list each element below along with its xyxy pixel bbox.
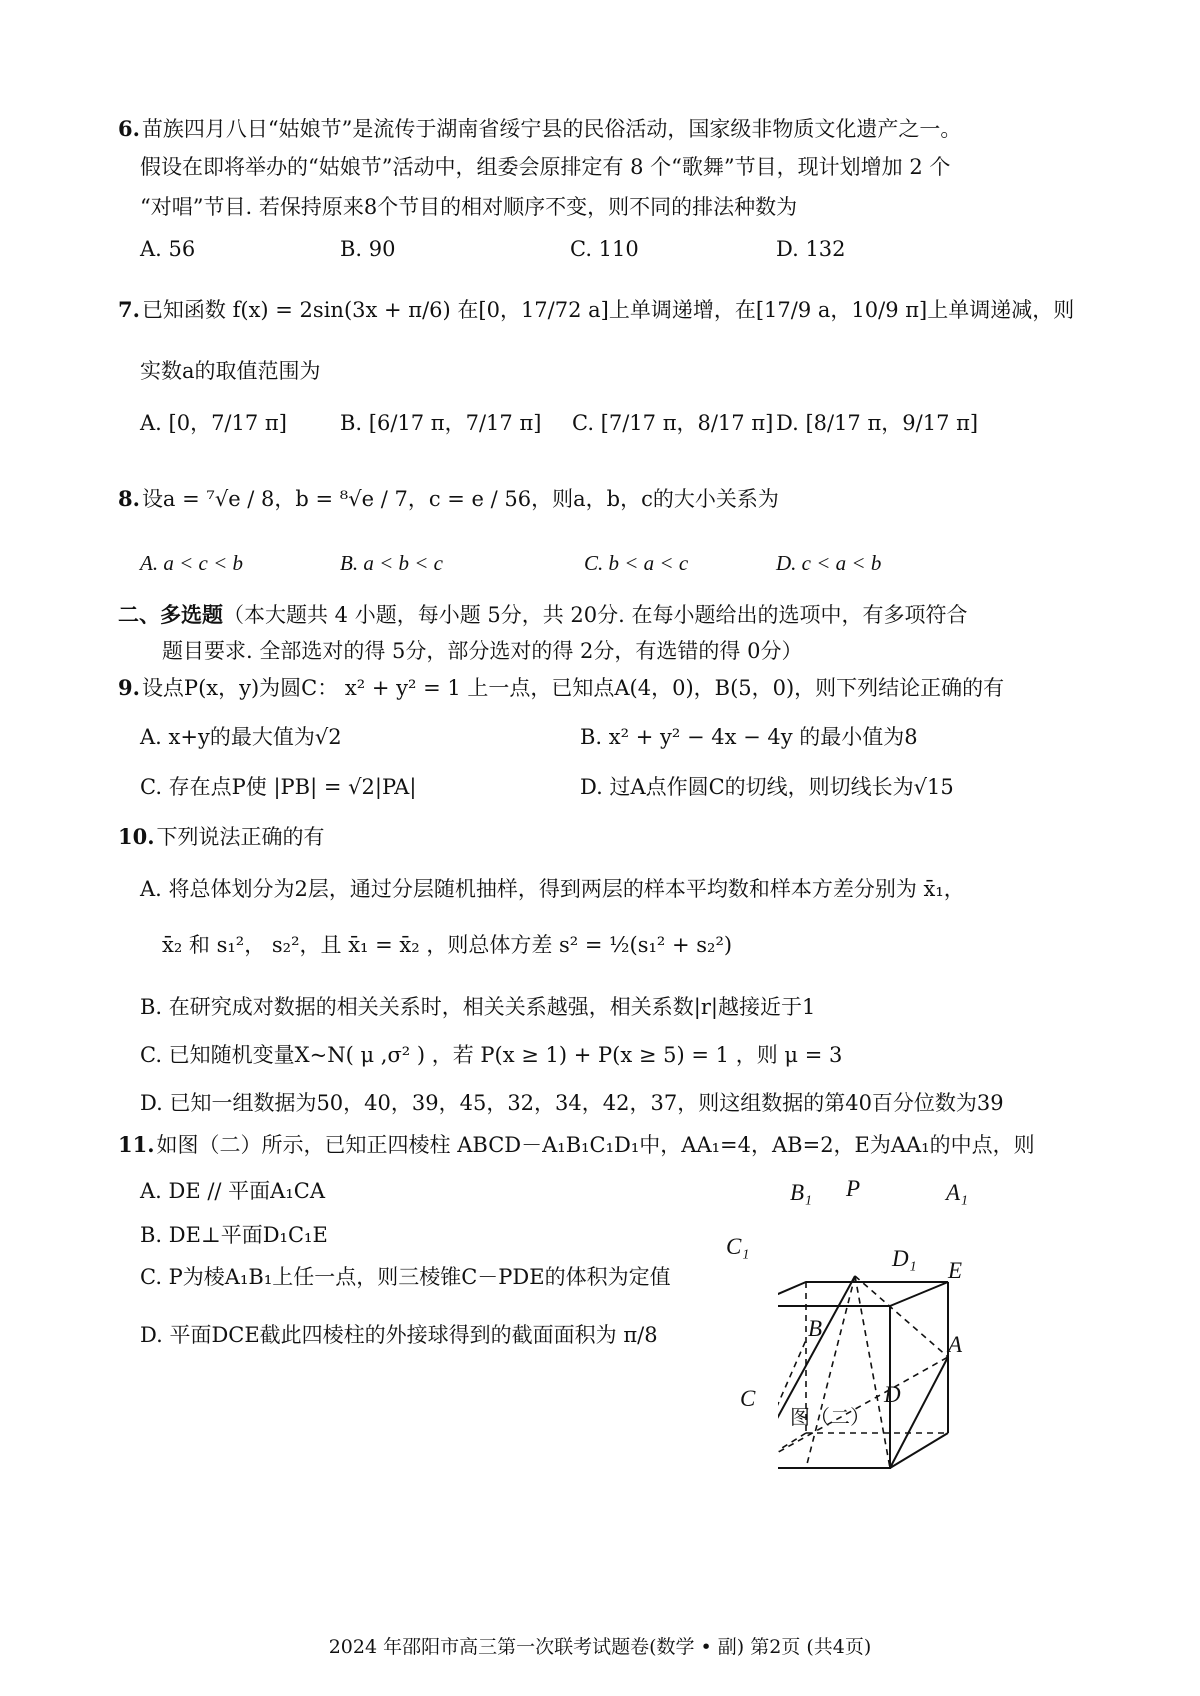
segment-p-b-hidden	[806, 1276, 855, 1468]
q6-number: 6.	[118, 116, 140, 141]
section-2-instructions-2: 题目要求. 全部选对的得 5分，部分选对的得 2分，有选错的得 0分）	[162, 639, 803, 663]
q8-option-c: C. b < a < c	[584, 551, 689, 575]
q11-stem: 如图（二）所示，已知正四棱柱 ABCD－A₁B₁C₁D₁中，AA₁=4，AB=2，E为AA₁的中点，则	[156, 1133, 1035, 1157]
q9-line-1	[118, 673, 1004, 703]
q9-option-d: D. 过A点作圆C的切线，则切线长为√15	[580, 775, 954, 799]
q6-option-c: C. 110	[570, 237, 639, 261]
q7-option-b: B. [6/17 π，7/17 π]	[340, 411, 542, 435]
q9-number: 9.	[118, 675, 140, 700]
q8-option-b: B. a < b < c	[340, 551, 443, 575]
q7-line-2: 实数a的取值范围为	[140, 359, 321, 383]
top-face-edges	[778, 1282, 948, 1306]
q6-text-1: 苗族四月八日“姑娘节”是流传于湖南省绥宁县的民俗活动，国家级非物质文化遗产之一。	[141, 117, 962, 141]
label-b1: B₁	[790, 1180, 813, 1205]
q11-option-c: C. P为棱A₁B₁上任一点，则三棱锥C－PDE的体积为定值	[140, 1265, 671, 1289]
q10-line-1	[118, 822, 325, 852]
q11-option-d: D. 平面DCE截此四棱柱的外接球得到的截面面积为 π/8	[140, 1323, 658, 1347]
q8-stem: 设a = ⁷√e / 8，b = ⁸√e / 7，c = e / 56，则a，b，c的大小关系为	[141, 487, 779, 511]
label-c1: C₁	[726, 1234, 750, 1259]
label-d: D	[884, 1382, 901, 1407]
q9-option-a: A. x+y的最大值为√2	[140, 725, 342, 749]
q6-line-1	[118, 114, 961, 144]
q6-line-3: “对唱”节目. 若保持原来8个节目的相对顺序不变，则不同的排法种数为	[140, 195, 798, 219]
label-a1: A₁	[946, 1180, 969, 1205]
q11-option-b: B. DE⊥平面D₁C₁E	[140, 1223, 328, 1247]
q7-option-c: C. [7/17 π，8/17 π]	[572, 411, 774, 435]
q8-line-1	[118, 484, 779, 514]
q7-option-a: A. [0，7/17 π]	[140, 411, 287, 435]
segment-p-c	[778, 1276, 855, 1468]
q10-option-d: D. 已知一组数据为50，40，39，45，32，34，42，37，则这组数据的第40百分位数为39	[140, 1091, 1004, 1115]
q8-number: 8.	[118, 486, 140, 511]
q7-option-d: D. [8/17 π，9/17 π]	[776, 411, 979, 435]
section-2-instructions-1: （本大题共 4 小题，每小题 5分，共 20分. 在每小题给出的选项中，有多项符合	[223, 603, 968, 627]
q6-option-a: A. 56	[140, 237, 196, 261]
label-a: A	[948, 1332, 963, 1357]
q10-option-c: C. 已知随机变量X~N( μ ,σ² ) ，若 P(x ≥ 1) + P(x ≥ 5) = 1 ，则 μ = 3	[140, 1043, 843, 1067]
label-d1: D₁	[892, 1246, 917, 1271]
q8-option-a: A. a < c < b	[140, 551, 243, 575]
section-2-title: 二、多选题	[118, 602, 223, 627]
label-c: C	[740, 1386, 756, 1411]
label-p: P	[846, 1176, 861, 1201]
page-footer: 2024 年邵阳市高三第一次联考试题卷(数学 • 副) 第2页 (共4页)	[328, 1636, 872, 1658]
q6-option-b: B. 90	[340, 237, 396, 261]
q7-number: 7.	[118, 297, 140, 322]
q6-option-d: D. 132	[776, 237, 846, 261]
label-b: B	[808, 1316, 823, 1341]
q9-stem: 设点P(x，y)为圆C： x² + y² = 1 上一点，已知点A(4，0)，B(5，0)，则下列结论正确的有	[141, 676, 1005, 700]
q10-option-a-line-1: A. 将总体划分为2层，通过分层随机抽样，得到两层的样本平均数和样本方差分别为 x̄₁，	[140, 877, 965, 901]
q8-option-d: D. c < a < b	[776, 551, 882, 575]
q7-stem: 已知函数 f(x) = 2sin(3x + π/6) 在[0，17/72 a]上单调递增，在[17/9 a，10/9 π]上单调递减，则	[141, 298, 1075, 322]
q10-option-a-line-2: x̄₂ 和 s₁²， s₂²，且 x̄₁ = x̄₂ ，则总体方差 s² = ½(s₁² + s₂²)	[162, 933, 733, 957]
figure-caption: 图（二）	[790, 1405, 870, 1429]
q9-option-b: B. x² + y² − 4x − 4y 的最小值为8	[580, 725, 918, 749]
q11-line-1	[118, 1130, 1035, 1160]
q11-number: 11.	[118, 1132, 155, 1157]
segment-p-d	[855, 1276, 890, 1468]
q10-option-b: B. 在研究成对数据的相关关系时，相关关系越强，相关系数|r|越接近于1	[140, 995, 816, 1019]
label-e: E	[948, 1258, 963, 1283]
q7-line-1	[118, 295, 1074, 325]
q9-option-c: C. 存在点P使 |PB| = √2|PA|	[140, 775, 417, 799]
section-2-header	[118, 600, 968, 630]
q10-number: 10.	[118, 824, 155, 849]
q11-option-a: A. DE // 平面A₁CA	[140, 1179, 326, 1203]
q10-stem: 下列说法正确的有	[156, 825, 325, 849]
q6-line-2: 假设在即将举办的“姑娘节”活动中，组委会原排定有 8 个“歌舞”节目，现计划增加 2 个	[140, 155, 951, 179]
